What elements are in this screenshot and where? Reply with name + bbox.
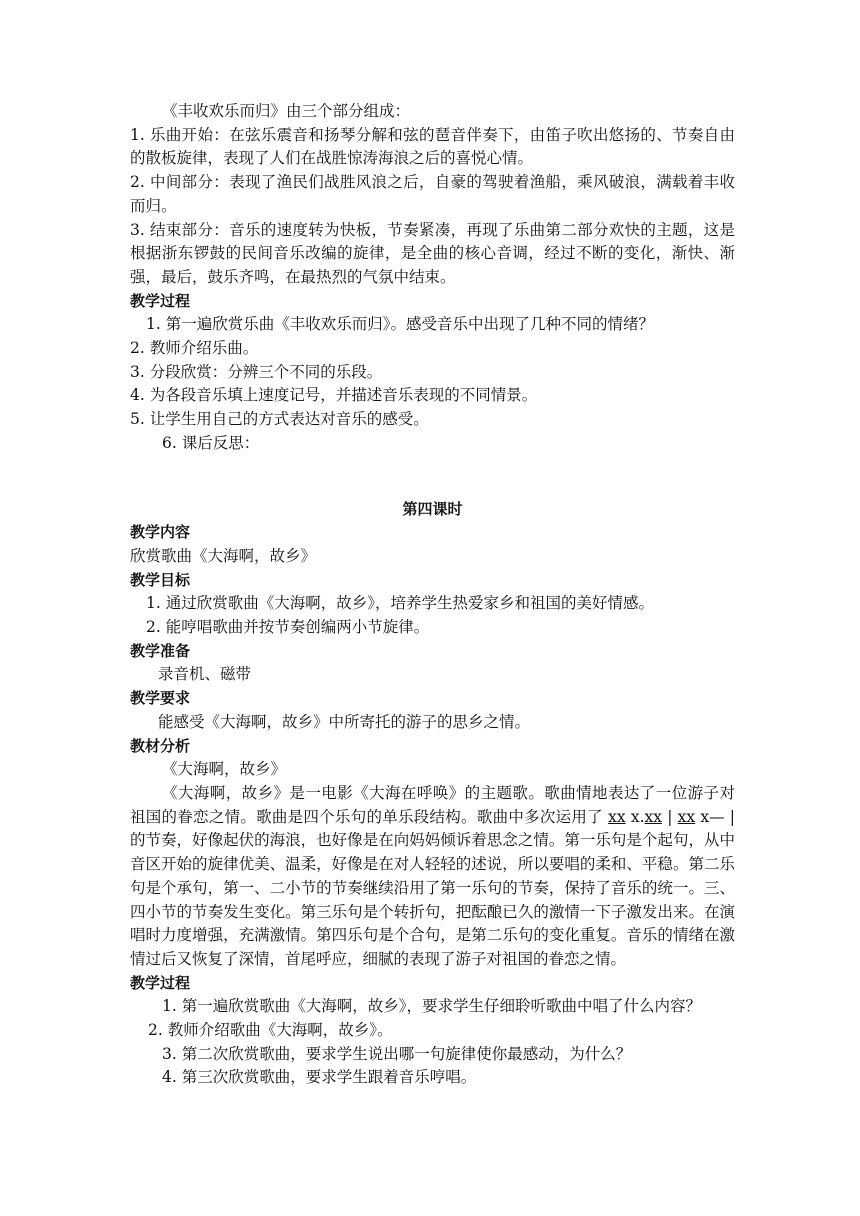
section2-title: 第四课时 — [402, 499, 463, 518]
section1-process-heading: 教学过程 — [130, 291, 191, 310]
section1-intro: 《丰收欢乐而归》由三个部分组成： — [162, 102, 411, 120]
section1-part3: 3. 结束部分：音乐的速度转为快板，节奏紧凑，再现了乐曲第二部分欢快的主题，这是根据浙东锣鼓的民间音乐改编的旋律，是全曲的核心音调，经过不断的变化，渐快、渐强，最后，鼓乐齐鸣，在最热烈的气氛中结束。 — [130, 220, 735, 286]
goals-heading: 教学目标 — [130, 570, 191, 589]
req-heading: 教学要求 — [130, 689, 191, 708]
section-gap — [130, 456, 735, 498]
section1-step-1: 1. 第一遍欣赏乐曲《丰收欢乐而归》。感受音乐中出现了几种不同的情绪？ — [146, 315, 654, 334]
rhythm-notation-e: xx — [677, 807, 696, 826]
analysis-title: 《大海啊，故乡》 — [162, 760, 287, 779]
section1-step-4: 4. 为各段音乐填上速度记号，并描述音乐表现的不同情景。 — [130, 386, 538, 405]
document-page — [130, 100, 735, 1090]
section2-step-4: 4. 第三次欣赏歌曲，要求学生跟着音乐哼唱。 — [162, 1068, 477, 1087]
rhythm-barline-2: | — [729, 807, 735, 826]
rhythm-notation-c: xx — [644, 807, 662, 826]
analysis-text-rest: 的节奏，好像起伏的海浪，也好像是在向妈妈倾诉着思念之情。第一乐句是个起句，从中音区开始的旋律优美、温柔，好像是在对人轻轻的述说，所以要唱的柔和、平稳。第二乐句是个承句，第一、二小节的节奏继续沿用了第一乐句的节奏，保持了音乐的统一。三、四小节的节奏发生变化。第三乐句是个转折句，把酝酿已久的激情一下子激发出来。在演唱时力度增强，充满激情。第四乐句是个合句，是第二乐句的变化重复。音乐的情绪在激情过后又恢复了深情，首尾呼应，细腻的表现了游子对祖国的眷恋之情。 — [130, 831, 735, 968]
goal-2: 2. 能哼唱歌曲并按节奏创编两小节旋律。 — [146, 618, 430, 637]
content-heading: 教学内容 — [130, 523, 191, 542]
section1-part1: 1. 乐曲开始：在弦乐震音和扬琴分解和弦的琶音伴奏下，由笛子吹出悠扬的、节奏自由的散板旋律，表现了人们在战胜惊涛海浪之后的喜悦心情。 — [130, 125, 735, 168]
analysis-text-start: 《大海啊，故乡》是一电影《大海在呼唤》的主题歌。歌曲情地表达了一位游子对祖国的眷恋之情。歌曲是四个乐句的单乐段结构。歌曲中多次运用了 — [130, 783, 735, 826]
prep-text: 录音机、磁带 — [158, 665, 252, 684]
analysis-paragraph — [130, 782, 735, 972]
analysis-heading: 教材分析 — [130, 736, 191, 755]
section1-step-6: 6. 课后反思： — [162, 433, 260, 452]
content-text: 欣赏歌曲《大海啊，故乡》 — [130, 546, 317, 565]
section2-step-1: 1. 第一遍欣赏歌曲《大海啊，故乡》，要求学生仔细聆听歌曲中唱了什么内容？ — [162, 997, 701, 1016]
section1-step-2: 2. 教师介绍乐曲。 — [130, 339, 259, 358]
rhythm-barline-1: | — [667, 807, 673, 826]
section2-process-heading: 教学过程 — [130, 973, 191, 992]
rhythm-notation-b: x. — [630, 807, 645, 826]
section2-step-3: 3. 第二次欣赏歌曲，要求学生说出哪一句旋律使你最感动，为什么？ — [162, 1044, 632, 1063]
goal-1: 1. 通过欣赏歌曲《大海啊，故乡》，培养学生热爱家乡和祖国的美好情感。 — [146, 594, 654, 613]
section1-step-5: 5. 让学生用自己的方式表达对音乐的感受。 — [130, 410, 429, 429]
section1-step-3: 3. 分段欣赏：分辨三个不同的乐段。 — [130, 362, 383, 381]
section1-part2: 2. 中间部分：表现了渔民们战胜风浪之后，自豪的驾驶着渔船，乘风破浪，满载着丰收而归。 — [130, 173, 735, 215]
section2-step-2: 2. 教师介绍歌曲《大海啊，故乡》。 — [148, 1021, 393, 1040]
rhythm-notation-f: x— — [700, 807, 725, 826]
rhythm-notation-a: xx — [608, 807, 626, 826]
prep-heading: 教学准备 — [130, 641, 191, 660]
req-text: 能感受《大海啊，故乡》中所寄托的游子的思乡之情。 — [158, 712, 531, 731]
